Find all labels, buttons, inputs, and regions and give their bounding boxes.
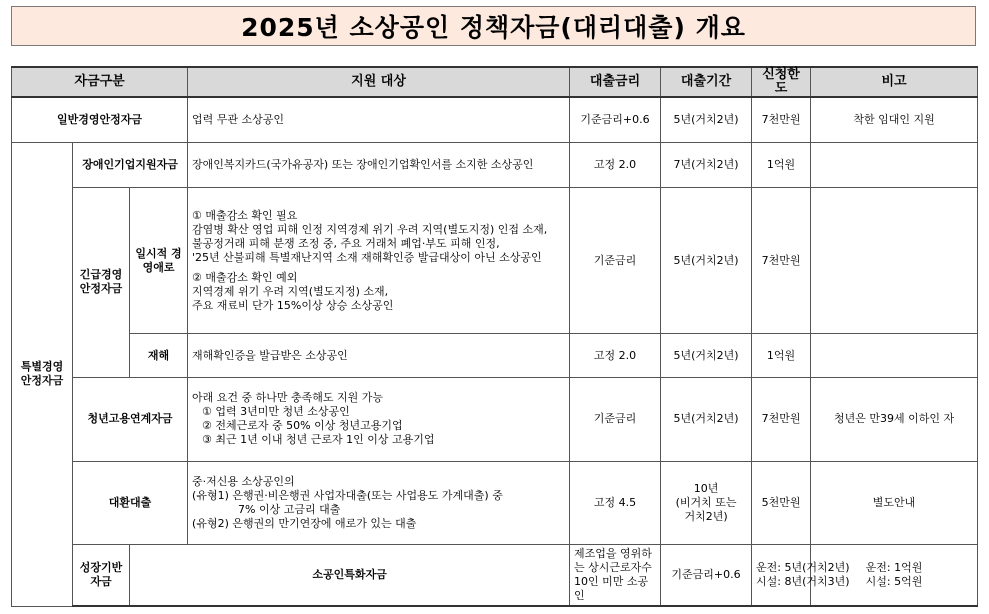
target-line: 7% 이상 고금리 대출 xyxy=(238,502,341,516)
target-line: ③ 최근 1년 이내 청년 근로자 1인 이상 고용기업 xyxy=(202,433,435,447)
table-row xyxy=(12,544,978,606)
period-line: 10년 xyxy=(693,481,719,495)
header-category: 자금구분 xyxy=(12,67,188,97)
target-line: 주요 재료비 단가 15%이상 상승 소상공인 xyxy=(192,298,394,312)
limit-general: 7천만원 xyxy=(752,97,811,142)
category-youth: 청년고용연계자금 xyxy=(73,377,188,461)
target-line: ② 전체근로자 중 50% 이상 청년고용기업 xyxy=(202,419,403,433)
limit-youth: 7천만원 xyxy=(752,377,811,461)
category-disaster: 재해 xyxy=(130,334,188,377)
page-title: 2025년 소상공인 정책자금(대리대출) 개요 xyxy=(11,6,976,46)
group-special: 특별경영 안정자금 xyxy=(12,142,73,606)
table-row xyxy=(12,377,978,461)
table-row xyxy=(12,97,978,142)
category-disabled: 장애인기업지원자금 xyxy=(73,142,188,187)
limit-disabled: 1억원 xyxy=(752,142,811,187)
table-row xyxy=(12,334,978,377)
limit-line: 운전: 1억원 xyxy=(865,560,923,574)
note-general: 착한 임대인 지원 xyxy=(811,97,978,142)
period-line: 거치2년) xyxy=(684,509,728,523)
limit-disaster: 1억원 xyxy=(752,334,811,377)
header-note: 비고 xyxy=(811,67,978,97)
target-line: ② 매출감소 확인 예외 xyxy=(192,270,298,284)
table-header-row xyxy=(12,67,978,97)
rate-growth: 기준금리+0.6 xyxy=(661,544,752,606)
rate-refinance: 고정 4.5 xyxy=(570,462,661,544)
target-line: 감염병 확산 영업 피해 인정 지역경제 위기 우려 지역(별도지정) 인접 소재, xyxy=(192,222,548,236)
target-general: 업력 무관 소상공인 xyxy=(188,97,570,142)
target-growth: 제조업을 영위하는 상시근로자수 10인 미만 소공인 xyxy=(570,544,661,606)
table-row xyxy=(12,142,978,187)
period-general: 5년(거치2년) xyxy=(661,97,752,142)
note-temporary xyxy=(811,188,978,334)
limit-line: 시설: 5억원 xyxy=(865,574,923,588)
header-period: 대출기간 xyxy=(661,67,752,97)
target-line: 지역경제 위기 우려 지역(별도지정) 소재, xyxy=(192,284,389,298)
limit-refinance: 5천만원 xyxy=(752,462,811,544)
table-row xyxy=(12,462,978,544)
note-disaster xyxy=(811,334,978,377)
target-line: ① 매출감소 확인 필요 xyxy=(192,208,298,222)
target-line: (유형1) 은행권·비은행권 사업자대출(또는 사업용도 가계대출) 중 xyxy=(192,488,503,502)
target-disabled: 장애인복지카드(국가유공자) 또는 장애인기업확인서를 소지한 소상공인 xyxy=(188,142,570,187)
target-youth xyxy=(188,377,570,461)
period-line: 운전: 5년(거치2년) xyxy=(756,560,850,574)
table-row xyxy=(12,188,978,334)
note-refinance: 별도안내 xyxy=(811,462,978,544)
rate-youth: 기준금리 xyxy=(570,377,661,461)
period-disabled: 7년(거치2년) xyxy=(661,142,752,187)
target-disaster: 재해확인증을 발급받은 소상공인 xyxy=(188,334,570,377)
period-line: 시설: 8년(거치3년) xyxy=(756,574,850,588)
period-youth: 5년(거치2년) xyxy=(661,377,752,461)
limit-temporary: 7천만원 xyxy=(752,188,811,334)
period-growth xyxy=(752,544,850,606)
category-refinance: 대환대출 xyxy=(73,462,188,544)
target-line: 불공정거래 피해 분쟁 조정 중, 주요 거래처 폐업·부도 피해 인정, xyxy=(192,236,500,250)
rate-temporary: 기준금리 xyxy=(570,188,661,334)
group-growth: 성장기반 자금 xyxy=(73,544,130,606)
period-temporary: 5년(거치2년) xyxy=(661,188,752,334)
rate-disaster: 고정 2.0 xyxy=(570,334,661,377)
target-line: 아래 요건 중 하나만 충족해도 지원 가능 xyxy=(192,391,384,405)
category-general: 일반경영안정자금 xyxy=(12,97,188,142)
period-refinance xyxy=(661,462,752,544)
note-disabled xyxy=(811,142,978,187)
header-limit: 신청한도 xyxy=(752,67,811,97)
rate-disabled: 고정 2.0 xyxy=(570,142,661,187)
period-line: (비거치 또는 xyxy=(675,495,737,509)
category-temporary: 일시적 경영애로 xyxy=(130,188,188,334)
header-rate: 대출금리 xyxy=(570,67,661,97)
rate-general: 기준금리+0.6 xyxy=(570,97,661,142)
target-line: ① 업력 3년미만 청년 소상공인 xyxy=(202,405,350,419)
header-target: 지원 대상 xyxy=(188,67,570,97)
group-emergency: 긴급경영 안정자금 xyxy=(73,188,130,378)
period-disaster: 5년(거치2년) xyxy=(661,334,752,377)
policy-fund-table xyxy=(11,66,978,607)
target-line: 중·저신용 소상공인의 xyxy=(192,474,295,488)
target-refinance xyxy=(188,462,570,544)
target-line: (유형2) 은행권의 만기연장에 애로가 있는 대출 xyxy=(192,516,417,530)
target-temporary xyxy=(188,188,570,334)
category-growth: 소공인특화자금 xyxy=(130,544,570,606)
note-youth: 청년은 만39세 이하인 자 xyxy=(811,377,978,461)
target-line: '25년 산불피해 특별재난지역 소재 재해확인증 발급대상이 아닌 소상공인 xyxy=(192,250,542,264)
